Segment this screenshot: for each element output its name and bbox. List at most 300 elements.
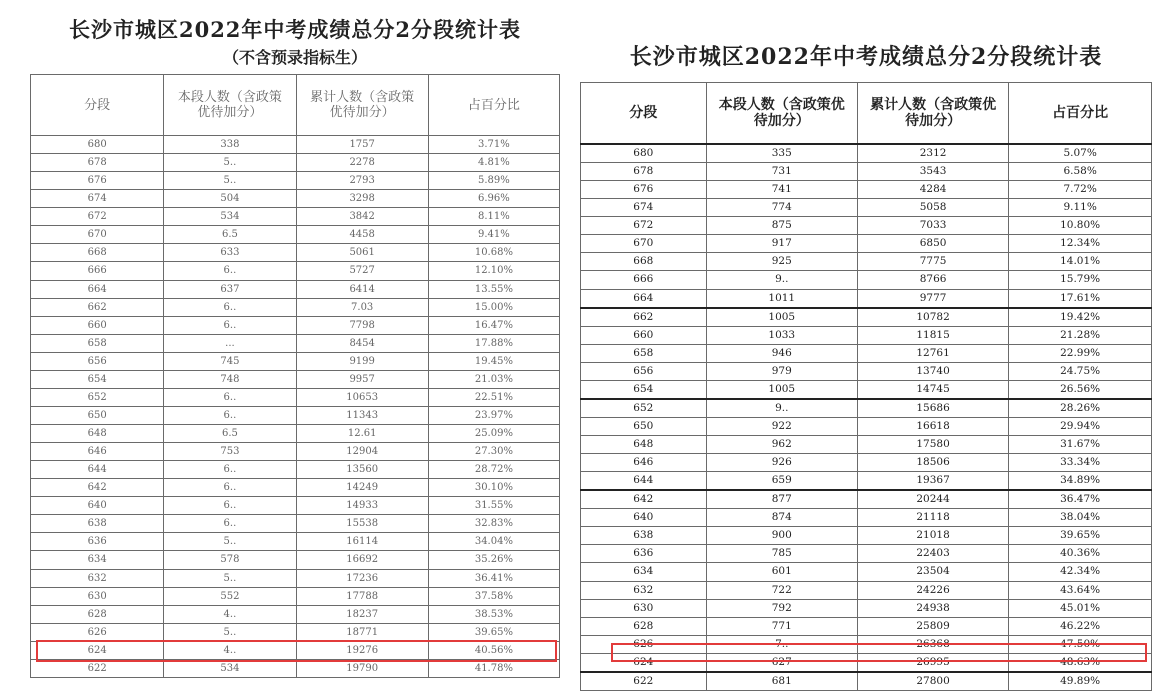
table-row bbox=[31, 497, 560, 515]
table-row bbox=[581, 362, 1152, 380]
cell-segment-count: 6.. bbox=[164, 406, 296, 424]
table-row bbox=[581, 599, 1152, 617]
right-table-title: 长沙市城区2022年中考成绩总分2分段统计表 bbox=[629, 44, 1103, 70]
cell-cumulative-count: 2278 bbox=[296, 154, 428, 172]
cell-segment-count: 875 bbox=[706, 217, 857, 235]
cell-cumulative-count: 6414 bbox=[296, 280, 428, 298]
cell-segment-count: 6.. bbox=[164, 515, 296, 533]
table-row bbox=[581, 472, 1152, 491]
table-row bbox=[581, 380, 1152, 399]
cell-percentage: 36.41% bbox=[428, 569, 559, 587]
table-row bbox=[31, 190, 560, 208]
cell-segment: 642 bbox=[581, 490, 707, 509]
cell-percentage: 31.67% bbox=[1009, 436, 1152, 454]
table-row bbox=[31, 479, 560, 497]
cell-percentage: 42.34% bbox=[1009, 563, 1152, 581]
table-row bbox=[581, 199, 1152, 217]
table-row bbox=[31, 406, 560, 424]
cell-cumulative-count: 14933 bbox=[296, 497, 428, 515]
cell-percentage: 45.01% bbox=[1009, 599, 1152, 617]
cell-segment: 656 bbox=[31, 352, 164, 370]
cell-segment: 658 bbox=[581, 344, 707, 362]
left-table-body bbox=[31, 136, 560, 678]
cell-cumulative-count: 24226 bbox=[857, 581, 1008, 599]
cell-percentage: 40.56% bbox=[428, 641, 559, 659]
cell-segment: 628 bbox=[31, 605, 164, 623]
cell-cumulative-count: 24938 bbox=[857, 599, 1008, 617]
cell-segment: 646 bbox=[31, 443, 164, 461]
cell-segment-count: 6.. bbox=[164, 298, 296, 316]
cell-segment-count: 633 bbox=[164, 244, 296, 262]
table-row bbox=[581, 417, 1152, 435]
cell-percentage: 24.75% bbox=[1009, 362, 1152, 380]
right-table-panel bbox=[580, 0, 1152, 691]
cell-percentage: 10.80% bbox=[1009, 217, 1152, 235]
cell-segment: 654 bbox=[581, 380, 707, 399]
cell-percentage: 12.34% bbox=[1009, 235, 1152, 253]
cell-segment: 640 bbox=[581, 509, 707, 527]
table-row bbox=[581, 235, 1152, 253]
cell-cumulative-count: 13740 bbox=[857, 362, 1008, 380]
cell-segment-count: 1033 bbox=[706, 326, 857, 344]
cell-segment-count: 659 bbox=[706, 472, 857, 491]
cell-segment-count: ... bbox=[164, 334, 296, 352]
cell-percentage: 48.63% bbox=[1009, 653, 1152, 672]
cell-percentage: 10.68% bbox=[428, 244, 559, 262]
table-row bbox=[31, 298, 560, 316]
cell-percentage: 47.50% bbox=[1009, 635, 1152, 653]
cell-segment: 674 bbox=[581, 199, 707, 217]
cell-percentage: 6.58% bbox=[1009, 163, 1152, 181]
cell-segment-count: 722 bbox=[706, 581, 857, 599]
cell-percentage: 34.04% bbox=[428, 533, 559, 551]
cell-percentage: 21.03% bbox=[428, 370, 559, 388]
cell-cumulative-count: 9777 bbox=[857, 289, 1008, 308]
cell-segment: 664 bbox=[31, 280, 164, 298]
table-row bbox=[31, 587, 560, 605]
table-row bbox=[581, 181, 1152, 199]
cell-percentage: 34.89% bbox=[1009, 472, 1152, 491]
table-row bbox=[31, 425, 560, 443]
cell-percentage: 30.10% bbox=[428, 479, 559, 497]
cell-segment: 652 bbox=[31, 388, 164, 406]
cell-segment-count: 792 bbox=[706, 599, 857, 617]
cell-segment-count: 785 bbox=[706, 545, 857, 563]
table-row bbox=[581, 436, 1152, 454]
cell-cumulative-count: 16114 bbox=[296, 533, 428, 551]
cell-cumulative-count: 9199 bbox=[296, 352, 428, 370]
cell-cumulative-count: 12904 bbox=[296, 443, 428, 461]
table-row bbox=[581, 617, 1152, 635]
cell-segment: 642 bbox=[31, 479, 164, 497]
cell-segment: 640 bbox=[31, 497, 164, 515]
cell-cumulative-count: 11815 bbox=[857, 326, 1008, 344]
table-row bbox=[581, 163, 1152, 181]
cell-percentage: 40.36% bbox=[1009, 545, 1152, 563]
cell-cumulative-count: 7798 bbox=[296, 316, 428, 334]
cell-segment: 646 bbox=[581, 454, 707, 472]
cell-percentage: 39.65% bbox=[1009, 527, 1152, 545]
table-row bbox=[581, 527, 1152, 545]
cell-percentage: 7.72% bbox=[1009, 181, 1152, 199]
cell-cumulative-count: 1757 bbox=[296, 136, 428, 154]
cell-segment: 622 bbox=[581, 672, 707, 691]
cell-percentage: 38.04% bbox=[1009, 509, 1152, 527]
cell-segment: 680 bbox=[31, 136, 164, 154]
cell-percentage: 14.01% bbox=[1009, 253, 1152, 271]
cell-percentage: 21.28% bbox=[1009, 326, 1152, 344]
table-row bbox=[31, 208, 560, 226]
cell-cumulative-count: 21118 bbox=[857, 509, 1008, 527]
cell-segment: 672 bbox=[31, 208, 164, 226]
cell-cumulative-count: 15538 bbox=[296, 515, 428, 533]
cell-cumulative-count: 15686 bbox=[857, 399, 1008, 418]
cell-segment: 652 bbox=[581, 399, 707, 418]
table-row bbox=[31, 136, 560, 154]
cell-segment: 636 bbox=[31, 533, 164, 551]
cell-percentage: 19.45% bbox=[428, 352, 559, 370]
cell-cumulative-count: 10782 bbox=[857, 308, 1008, 327]
cell-segment: 624 bbox=[31, 641, 164, 659]
cell-cumulative-count: 4284 bbox=[857, 181, 1008, 199]
cell-segment: 630 bbox=[581, 599, 707, 617]
cell-cumulative-count: 14249 bbox=[296, 479, 428, 497]
cell-cumulative-count: 18771 bbox=[296, 623, 428, 641]
cell-percentage: 23.97% bbox=[428, 406, 559, 424]
cell-cumulative-count: 7.03 bbox=[296, 298, 428, 316]
cell-percentage: 9.41% bbox=[428, 226, 559, 244]
cell-segment: 632 bbox=[31, 569, 164, 587]
cell-segment: 624 bbox=[581, 653, 707, 672]
cell-segment-count: 534 bbox=[164, 208, 296, 226]
cell-segment: 660 bbox=[31, 316, 164, 334]
cell-segment: 664 bbox=[581, 289, 707, 308]
cell-percentage: 29.94% bbox=[1009, 417, 1152, 435]
cell-percentage: 43.64% bbox=[1009, 581, 1152, 599]
cell-cumulative-count: 11343 bbox=[296, 406, 428, 424]
cell-segment-count: 900 bbox=[706, 527, 857, 545]
cell-percentage: 6.96% bbox=[428, 190, 559, 208]
table-row bbox=[581, 672, 1152, 691]
cell-percentage: 33.34% bbox=[1009, 454, 1152, 472]
table-row bbox=[581, 344, 1152, 362]
cell-cumulative-count: 23504 bbox=[857, 563, 1008, 581]
table-row bbox=[581, 271, 1152, 289]
cell-percentage: 15.00% bbox=[428, 298, 559, 316]
cell-segment-count: 745 bbox=[164, 352, 296, 370]
cell-percentage: 26.56% bbox=[1009, 380, 1152, 399]
cell-cumulative-count: 21018 bbox=[857, 527, 1008, 545]
table-row bbox=[31, 569, 560, 587]
cell-segment: 650 bbox=[31, 406, 164, 424]
cell-percentage: 31.55% bbox=[428, 497, 559, 515]
table-row bbox=[31, 461, 560, 479]
cell-segment: 658 bbox=[31, 334, 164, 352]
cell-cumulative-count: 9957 bbox=[296, 370, 428, 388]
cell-segment: 662 bbox=[581, 308, 707, 327]
cell-percentage: 22.51% bbox=[428, 388, 559, 406]
cell-segment: 678 bbox=[31, 154, 164, 172]
cell-segment: 668 bbox=[31, 244, 164, 262]
cell-segment-count: 1005 bbox=[706, 380, 857, 399]
header-percentage: 占百分比 bbox=[1009, 83, 1152, 145]
table-row bbox=[581, 581, 1152, 599]
cell-percentage: 15.79% bbox=[1009, 271, 1152, 289]
table-row bbox=[31, 262, 560, 280]
left-header-row bbox=[31, 75, 560, 136]
header-percentage: 占百分比 bbox=[428, 75, 559, 136]
table-row bbox=[31, 605, 560, 623]
table-row bbox=[31, 551, 560, 569]
cell-cumulative-count: 8766 bbox=[857, 271, 1008, 289]
table-row bbox=[31, 641, 560, 659]
cell-percentage: 27.30% bbox=[428, 443, 559, 461]
right-table-body bbox=[581, 144, 1152, 690]
cell-segment: 638 bbox=[581, 527, 707, 545]
cell-cumulative-count: 2793 bbox=[296, 172, 428, 190]
cell-segment-count: 1011 bbox=[706, 289, 857, 308]
cell-segment-count: 925 bbox=[706, 253, 857, 271]
cell-segment-count: 774 bbox=[706, 199, 857, 217]
cell-segment-count: 681 bbox=[706, 672, 857, 691]
table-row bbox=[31, 623, 560, 641]
cell-cumulative-count: 17580 bbox=[857, 436, 1008, 454]
cell-segment-count: 6.. bbox=[164, 497, 296, 515]
cell-cumulative-count: 27800 bbox=[857, 672, 1008, 691]
cell-cumulative-count: 7033 bbox=[857, 217, 1008, 235]
cell-segment-count: 601 bbox=[706, 563, 857, 581]
cell-cumulative-count: 2312 bbox=[857, 144, 1008, 163]
cell-percentage: 46.22% bbox=[1009, 617, 1152, 635]
table-row bbox=[31, 280, 560, 298]
cell-segment-count: 6.. bbox=[164, 461, 296, 479]
cell-cumulative-count: 8454 bbox=[296, 334, 428, 352]
cell-cumulative-count: 17788 bbox=[296, 587, 428, 605]
cell-segment-count: 922 bbox=[706, 417, 857, 435]
cell-segment: 654 bbox=[31, 370, 164, 388]
cell-segment-count: 335 bbox=[706, 144, 857, 163]
cell-cumulative-count: 17236 bbox=[296, 569, 428, 587]
cell-segment-count: 534 bbox=[164, 659, 296, 677]
table-row bbox=[581, 563, 1152, 581]
cell-segment-count: 753 bbox=[164, 443, 296, 461]
cell-segment: 678 bbox=[581, 163, 707, 181]
cell-segment-count: 4.. bbox=[164, 605, 296, 623]
cell-segment: 644 bbox=[31, 461, 164, 479]
cell-segment-count: 877 bbox=[706, 490, 857, 509]
cell-segment-count: 5.. bbox=[164, 533, 296, 551]
cell-segment-count: 637 bbox=[164, 280, 296, 298]
cell-segment-count: 5.. bbox=[164, 569, 296, 587]
cell-cumulative-count: 25809 bbox=[857, 617, 1008, 635]
cell-percentage: 37.58% bbox=[428, 587, 559, 605]
cell-cumulative-count: 18506 bbox=[857, 454, 1008, 472]
cell-segment: 648 bbox=[31, 425, 164, 443]
cell-cumulative-count: 26995 bbox=[857, 653, 1008, 672]
header-cumulative-count: 累计人数（含政策优待加分） bbox=[296, 75, 428, 136]
table-row bbox=[31, 352, 560, 370]
cell-segment: 676 bbox=[581, 181, 707, 199]
cell-segment: 626 bbox=[581, 635, 707, 653]
cell-cumulative-count: 19276 bbox=[296, 641, 428, 659]
cell-segment: 634 bbox=[31, 551, 164, 569]
cell-segment: 672 bbox=[581, 217, 707, 235]
table-row bbox=[581, 490, 1152, 509]
cell-cumulative-count: 26368 bbox=[857, 635, 1008, 653]
cell-percentage: 17.61% bbox=[1009, 289, 1152, 308]
cell-percentage: 13.55% bbox=[428, 280, 559, 298]
cell-percentage: 49.89% bbox=[1009, 672, 1152, 691]
cell-percentage: 22.99% bbox=[1009, 344, 1152, 362]
table-row bbox=[581, 308, 1152, 327]
table-row bbox=[31, 443, 560, 461]
cell-cumulative-count: 18237 bbox=[296, 605, 428, 623]
cell-segment: 644 bbox=[581, 472, 707, 491]
cell-cumulative-count: 5061 bbox=[296, 244, 428, 262]
left-table-subtitle: （不含预录指标生） bbox=[222, 48, 367, 67]
table-row bbox=[581, 217, 1152, 235]
table-row bbox=[31, 370, 560, 388]
cell-segment: 638 bbox=[31, 515, 164, 533]
cell-percentage: 4.81% bbox=[428, 154, 559, 172]
cell-cumulative-count: 12.61 bbox=[296, 425, 428, 443]
cell-segment: 676 bbox=[31, 172, 164, 190]
cell-segment-count: 1005 bbox=[706, 308, 857, 327]
cell-percentage: 41.78% bbox=[428, 659, 559, 677]
cell-segment: 662 bbox=[31, 298, 164, 316]
cell-cumulative-count: 16692 bbox=[296, 551, 428, 569]
cell-cumulative-count: 22403 bbox=[857, 545, 1008, 563]
cell-percentage: 35.26% bbox=[428, 551, 559, 569]
cell-segment-count: 731 bbox=[706, 163, 857, 181]
cell-segment-count: 5.. bbox=[164, 623, 296, 641]
cell-percentage: 28.72% bbox=[428, 461, 559, 479]
right-header-row bbox=[581, 83, 1152, 145]
table-row bbox=[31, 515, 560, 533]
left-table-title: 长沙市城区2022年中考成绩总分2分段统计表 bbox=[68, 17, 522, 42]
cell-segment: 630 bbox=[31, 587, 164, 605]
header-segment-count: 本段人数（含政策优待加分） bbox=[164, 75, 296, 136]
table-row bbox=[581, 653, 1152, 672]
table-row bbox=[581, 454, 1152, 472]
cell-segment-count: 979 bbox=[706, 362, 857, 380]
cell-segment-count: 578 bbox=[164, 551, 296, 569]
cell-segment: 656 bbox=[581, 362, 707, 380]
cell-segment: 670 bbox=[31, 226, 164, 244]
table-row bbox=[31, 154, 560, 172]
header-segment-count: 本段人数（含政策优待加分） bbox=[706, 83, 857, 145]
table-row bbox=[581, 509, 1152, 527]
cell-segment-count: 552 bbox=[164, 587, 296, 605]
table-row bbox=[31, 388, 560, 406]
cell-segment: 634 bbox=[581, 563, 707, 581]
table-row bbox=[31, 244, 560, 262]
cell-cumulative-count: 12761 bbox=[857, 344, 1008, 362]
cell-segment: 626 bbox=[31, 623, 164, 641]
cell-segment: 670 bbox=[581, 235, 707, 253]
cell-percentage: 32.83% bbox=[428, 515, 559, 533]
cell-segment: 622 bbox=[31, 659, 164, 677]
cell-percentage: 8.11% bbox=[428, 208, 559, 226]
table-row bbox=[31, 533, 560, 551]
cell-percentage: 19.42% bbox=[1009, 308, 1152, 327]
cell-segment-count: 6.. bbox=[164, 316, 296, 334]
cell-percentage: 39.65% bbox=[428, 623, 559, 641]
cell-cumulative-count: 10653 bbox=[296, 388, 428, 406]
table-row bbox=[581, 144, 1152, 163]
cell-percentage: 25.09% bbox=[428, 425, 559, 443]
cell-segment: 628 bbox=[581, 617, 707, 635]
cell-segment-count: 741 bbox=[706, 181, 857, 199]
cell-segment-count: 6.. bbox=[164, 479, 296, 497]
cell-cumulative-count: 16618 bbox=[857, 417, 1008, 435]
cell-segment: 668 bbox=[581, 253, 707, 271]
cell-segment-count: 9.. bbox=[706, 399, 857, 418]
cell-cumulative-count: 20244 bbox=[857, 490, 1008, 509]
cell-cumulative-count: 19367 bbox=[857, 472, 1008, 491]
cell-segment-count: 504 bbox=[164, 190, 296, 208]
cell-segment-count: 5.. bbox=[164, 172, 296, 190]
cell-percentage: 28.26% bbox=[1009, 399, 1152, 418]
cell-cumulative-count: 3543 bbox=[857, 163, 1008, 181]
cell-segment: 666 bbox=[581, 271, 707, 289]
cell-segment-count: 962 bbox=[706, 436, 857, 454]
cell-cumulative-count: 14745 bbox=[857, 380, 1008, 399]
cell-cumulative-count: 4458 bbox=[296, 226, 428, 244]
cell-cumulative-count: 19790 bbox=[296, 659, 428, 677]
cell-percentage: 17.88% bbox=[428, 334, 559, 352]
cell-segment-count: 4.. bbox=[164, 641, 296, 659]
table-row bbox=[581, 399, 1152, 418]
cell-segment: 632 bbox=[581, 581, 707, 599]
cell-segment-count: 6.5 bbox=[164, 226, 296, 244]
cell-segment-count: 6.5 bbox=[164, 425, 296, 443]
cell-percentage: 16.47% bbox=[428, 316, 559, 334]
table-row bbox=[581, 289, 1152, 308]
cell-segment-count: 917 bbox=[706, 235, 857, 253]
cell-segment: 636 bbox=[581, 545, 707, 563]
table-row bbox=[31, 659, 560, 677]
table-row bbox=[31, 316, 560, 334]
table-row bbox=[581, 326, 1152, 344]
cell-segment: 660 bbox=[581, 326, 707, 344]
cell-segment-count: 874 bbox=[706, 509, 857, 527]
cell-segment-count: 926 bbox=[706, 454, 857, 472]
cell-segment: 674 bbox=[31, 190, 164, 208]
cell-percentage: 3.71% bbox=[428, 136, 559, 154]
cell-cumulative-count: 3298 bbox=[296, 190, 428, 208]
left-table-panel bbox=[30, 0, 560, 678]
cell-segment-count: 6.. bbox=[164, 262, 296, 280]
cell-cumulative-count: 5727 bbox=[296, 262, 428, 280]
cell-cumulative-count: 3842 bbox=[296, 208, 428, 226]
table-row bbox=[31, 226, 560, 244]
cell-segment-count: 338 bbox=[164, 136, 296, 154]
cell-segment-count: 748 bbox=[164, 370, 296, 388]
cell-cumulative-count: 7775 bbox=[857, 253, 1008, 271]
table-row bbox=[581, 253, 1152, 271]
table-row bbox=[581, 545, 1152, 563]
header-segment: 分段 bbox=[31, 75, 164, 136]
cell-segment-count: 5.. bbox=[164, 154, 296, 172]
header-segment: 分段 bbox=[581, 83, 707, 145]
cell-percentage: 5.07% bbox=[1009, 144, 1152, 163]
cell-segment-count: 9.. bbox=[706, 271, 857, 289]
table-row bbox=[581, 635, 1152, 653]
left-score-table bbox=[30, 74, 560, 678]
table-row bbox=[31, 334, 560, 352]
cell-cumulative-count: 13560 bbox=[296, 461, 428, 479]
